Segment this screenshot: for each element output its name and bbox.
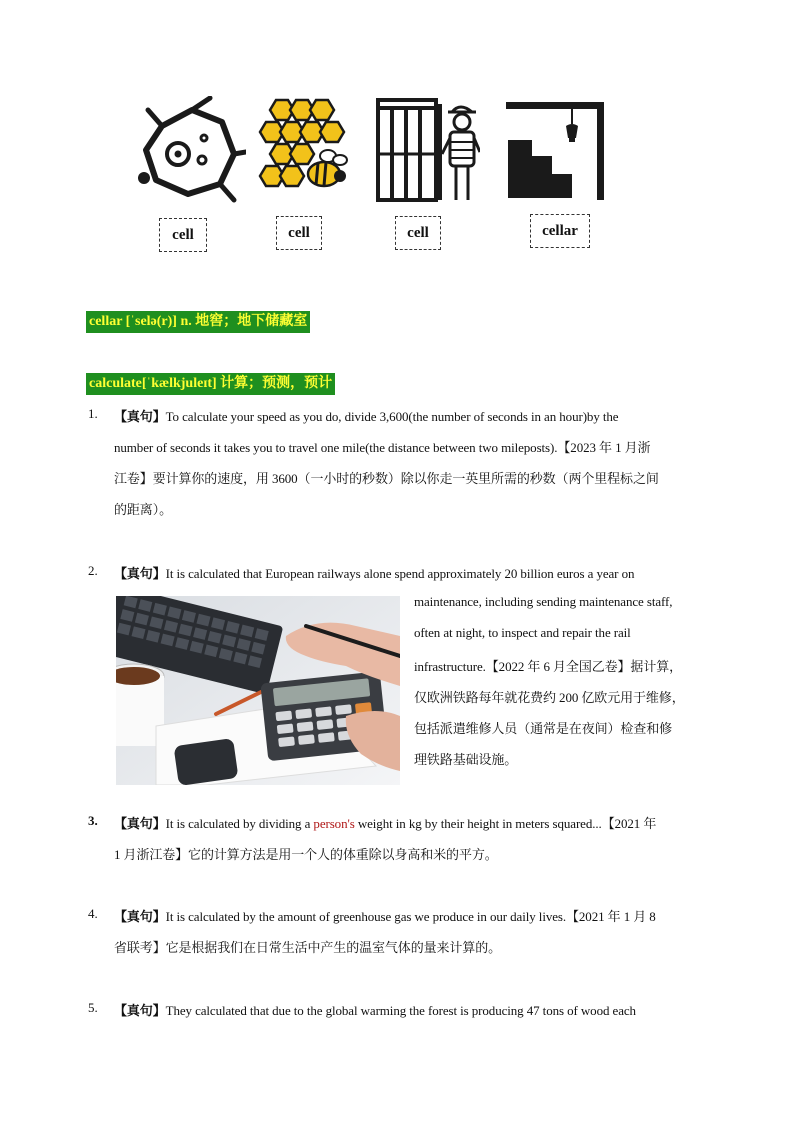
honeycomb-bee-icon (254, 98, 350, 194)
label-box-cell-2: cell (276, 216, 322, 250)
prison-cell-icon (376, 98, 480, 202)
example-line: 【真句】To calculate your speed as you do, divide 3,600(the number of seconds in an hour)by the (114, 409, 619, 424)
example-line: maintenance, including sending maintenance staff, (414, 594, 673, 609)
example-tag: 【真句】 (114, 816, 166, 831)
example-number: 3. (88, 813, 98, 828)
example-line: 省联考】它是根据我们在日常生活中产生的温室气体的量来计算的。 (114, 940, 502, 955)
example-line: infrastructure.【2022 年 6 月全国乙卷】据计算， (414, 659, 683, 674)
example-number: 5. (88, 1000, 98, 1015)
example-line: 江卷】要计算你的速度，用 3600（一小时的秒数）除以你走一英里所需的秒数（两个里程标之间 (114, 471, 659, 486)
example-line: 的距离）。 (114, 502, 173, 517)
headword-calculate: calculate[ˈkælkjuleɪt] 计算；预测，预计 (86, 373, 335, 395)
example-line: 【真句】It is calculated that European railways alone spend approximately 20 billion euros a year on (114, 566, 635, 581)
label-box-cellar: cellar (530, 214, 590, 248)
example-line: 【真句】They calculated that due to the global warming the forest is producing 47 tons of wood each (114, 1003, 636, 1018)
example-number: 1. (88, 406, 98, 421)
biology-cell-icon (134, 96, 246, 204)
example-number: 2. (88, 563, 98, 578)
example-line: 理铁路基础设施。 (414, 752, 518, 767)
example-line: 包括派遣维修人员（通常是在夜间）检查和修 (414, 721, 673, 736)
cellar-stairs-icon (506, 102, 606, 200)
example-tag: 【真句】 (114, 409, 166, 424)
example-tag: 【真句】 (114, 566, 166, 581)
example-line: number of seconds it takes you to travel one mile(the distance between two mileposts).【2023 年 1 月浙 (114, 440, 651, 455)
calculator-photo (116, 596, 400, 785)
example-line: 1 月浙江卷】它的计算方法是用一个人的体重除以身高和米的平方。 (114, 847, 498, 862)
label-box-cell-1: cell (159, 218, 207, 252)
example-line: 【真句】It is calculated by the amount of greenhouse gas we produce in our daily lives.【2021 年 1 月 8 (114, 909, 656, 924)
example-number: 4. (88, 906, 98, 921)
label-box-cell-3: cell (395, 216, 441, 250)
example-line: 仅欧洲铁路每年就花费约 200 亿欧元用于维修， (414, 690, 685, 705)
example-tag: 【真句】 (114, 1003, 166, 1018)
example-line: often at night, to inspect and repair the rail (414, 625, 631, 640)
headword-cellar: cellar [ˈselə(r)] n. 地窖；地下储藏室 (86, 311, 310, 333)
example-tag: 【真句】 (114, 909, 166, 924)
example-line: 【真句】It is calculated by dividing a person's weight in kg by their height in meters squared...【2021 年 (114, 816, 657, 831)
